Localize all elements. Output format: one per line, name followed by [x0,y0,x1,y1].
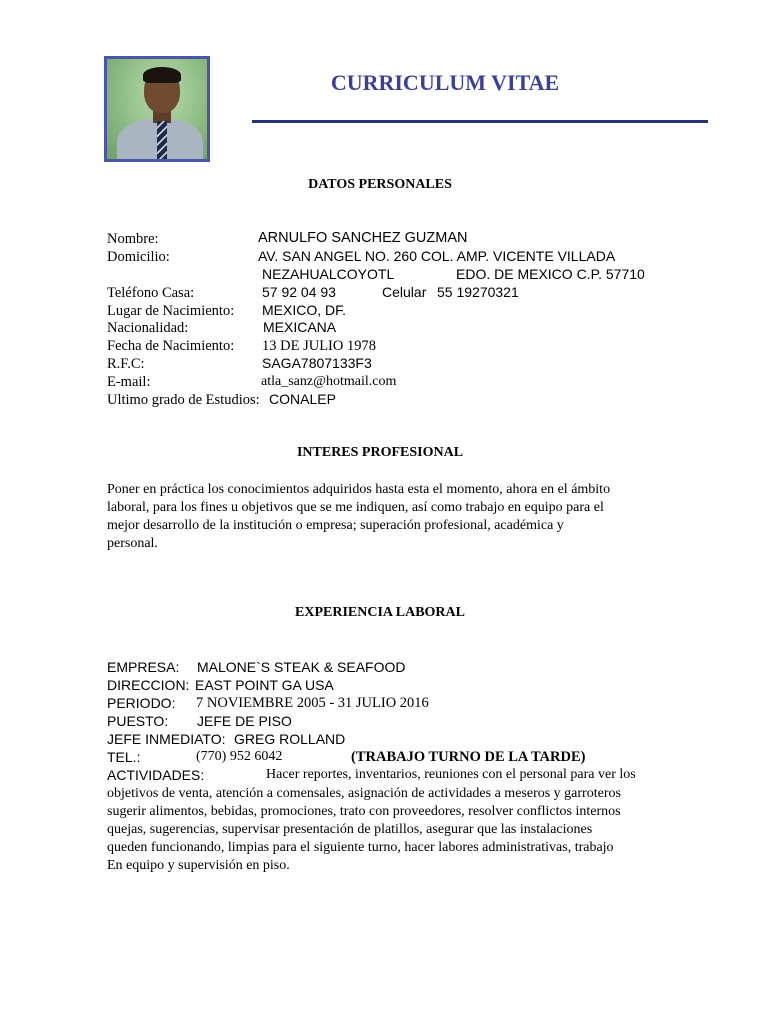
nacionalidad-value: MEXICANA [263,319,337,335]
nombre-value: ARNULFO SANCHEZ GUZMAN [258,230,468,246]
tel-value: (770) 952 6042 [196,749,283,764]
section-heading-experiencia-laboral: EXPERIENCIA LABORAL [295,605,465,620]
interes-profesional-text: Poner en práctica los conocimientos adquiridos hasta esta el momento, ahora en el ámbito laboral, para los fines u objetivos que se me indiquen, así como trabajo en equipo para el mejor desarrollo de la institución o empresa; superación profesional, académica y personal. [107,482,611,551]
fecha-nacimiento-label: Fecha de Nacimiento: [107,338,235,354]
section-heading-datos-personales: DATOS PERSONALES [308,177,452,192]
nacionalidad-label: Nacionalidad: [107,320,189,336]
direccion-label: DIRECCION: [107,677,190,693]
celular-value: 55 19270321 [437,284,519,300]
domicilio-line2-state: EDO. DE MEXICO C.P. 57710 [456,266,645,282]
profile-photo [104,56,210,162]
empresa-value: MALONE`S STEAK & SEAFOOD [197,659,406,675]
empresa-label: EMPRESA: [107,659,180,675]
lugar-nacimiento-label: Lugar de Nacimiento: [107,303,235,319]
section-heading-interes-profesional: INTERES PROFESIONAL [296,445,464,460]
periodo-value: 7 NOVIEMBRE 2005 - 31 JULIO 2016 [196,695,429,711]
email-label: E-mail: [107,374,151,390]
tel-label: TEL.: [107,749,141,765]
telefono-value: 57 92 04 93 [262,284,336,300]
lugar-nacimiento-value: MEXICO, DF. [262,302,347,318]
actividades-first-line: Hacer reportes, inventarios, reuniones con el personal para ver los [266,767,636,782]
jefe-inmediato-label: JEFE INMEDIATO: [107,731,226,747]
jefe-inmediato-value: GREG ROLLAND [234,731,346,747]
domicilio-label: Domicilio: [107,249,170,265]
telefono-label: Teléfono Casa: [107,285,195,301]
rfc-label: R.F.C: [107,356,145,372]
celular-label: Celular [382,284,427,300]
periodo-label: PERIODO: [107,695,176,711]
nombre-label: Nombre: [107,231,159,247]
puesto-label: PUESTO: [107,713,169,729]
domicilio-line1: AV. SAN ANGEL NO. 260 COL. AMP. VICENTE VILLADA [258,248,616,264]
estudios-label: Ultimo grado de Estudios: [107,392,260,408]
email-value: atla_sanz@hotmail.com [261,374,397,389]
puesto-value: JEFE DE PISO [197,713,292,729]
document-title: CURRICULUM VITAE [330,70,560,95]
title-underline [252,120,708,123]
rfc-value: SAGA7807133F3 [262,355,372,371]
fecha-nacimiento-value: 13 DE JULIO 1978 [262,338,376,354]
turno-note: (TRABAJO TURNO DE LA TARDE) [351,749,586,765]
domicilio-line2-city: NEZAHUALCOYOTL [262,266,395,282]
direccion-value: EAST POINT GA USA [195,677,334,693]
actividades-text: objetivos de venta, atención a comensales, asignación de actividades a meseros y garroteros sugerir alimentos, bebidas, promociones, trato con proveedores, resolver conflictos internos quejas, sugerencias, supervisar presentación de platillos, asegurar que las instalaciones queden funcionando, limpias para el siguiente turno, hacer labores administrativas, trabajo En equipo y supervisión en piso. [107,786,621,873]
actividades-label: ACTIVIDADES: [107,767,205,783]
estudios-value: CONALEP [269,391,336,407]
